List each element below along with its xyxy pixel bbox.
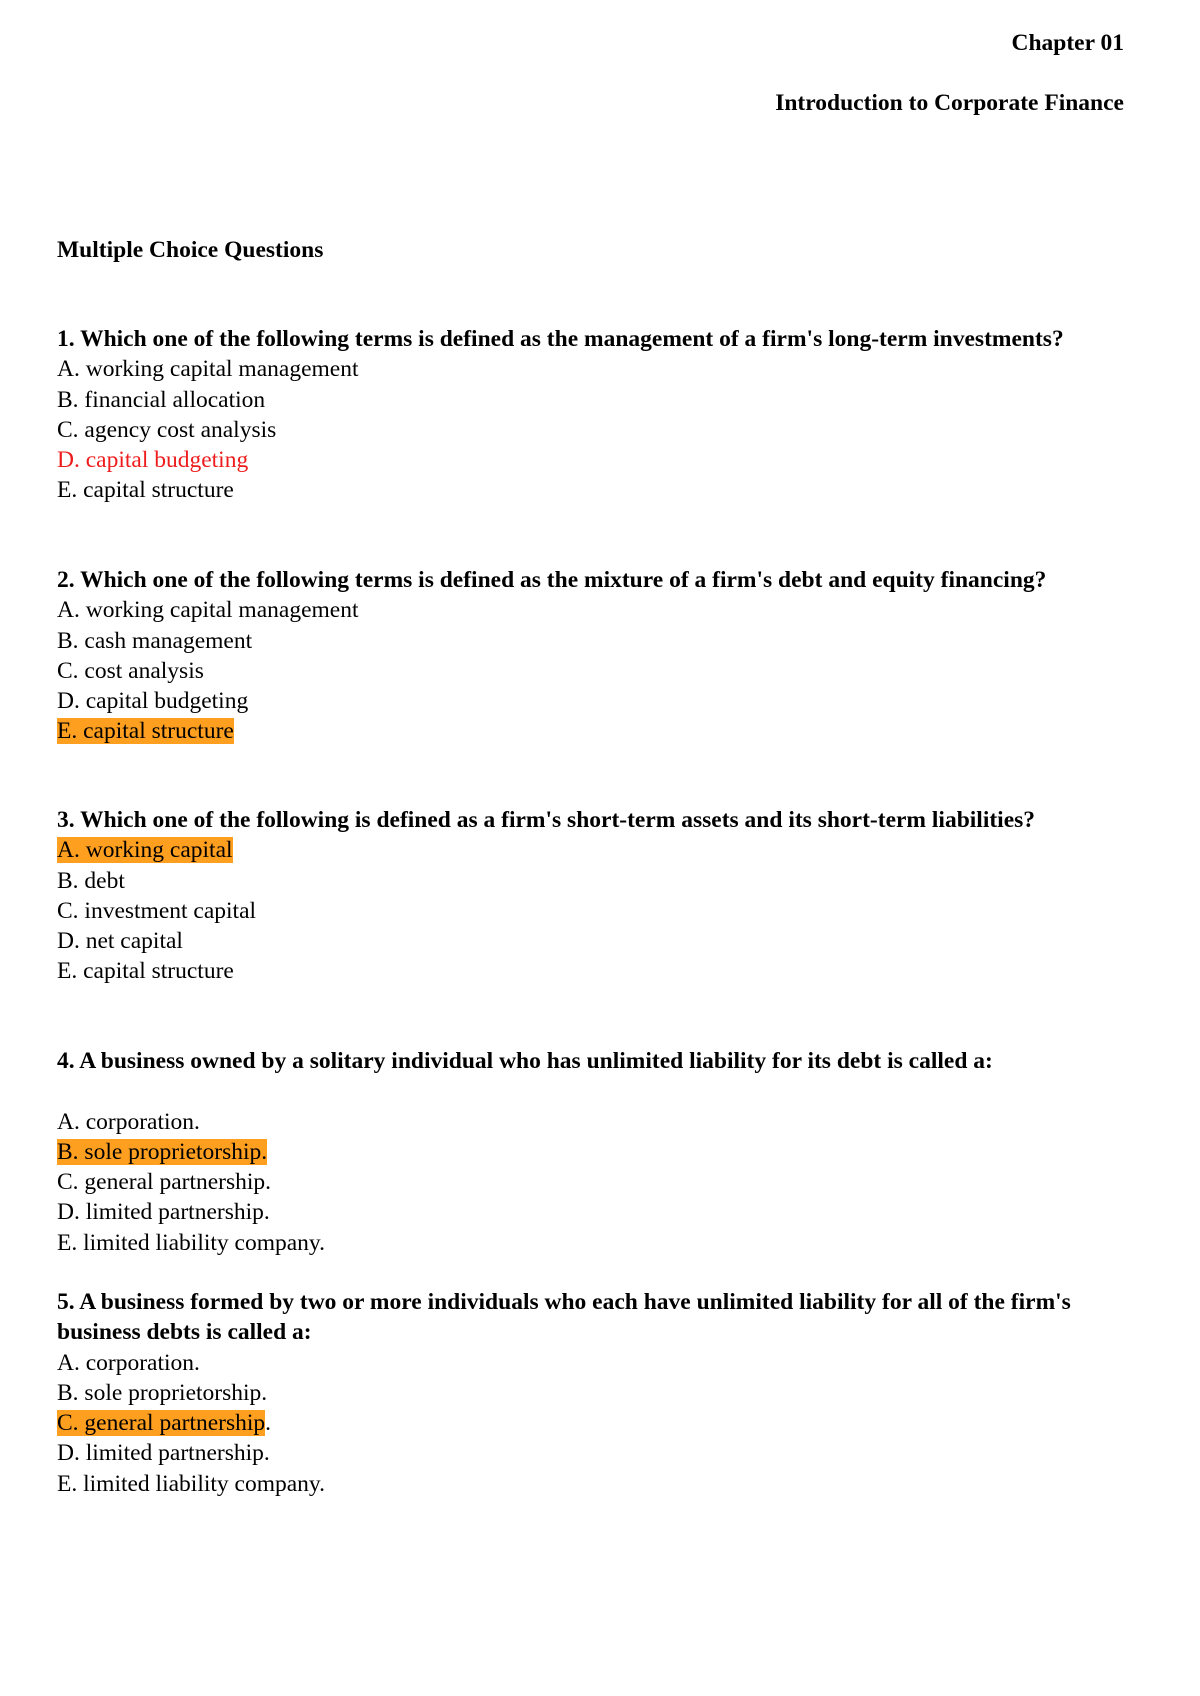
option-c: C. general partnership. (57, 1169, 272, 1196)
option-e: E. limited liability company. (57, 1229, 326, 1256)
option-a-correct-answer: A. working capital (57, 837, 233, 864)
option-c: C. agency cost analysis (57, 416, 277, 443)
option-b: B. cash management (57, 627, 253, 654)
option-c-correct-answer: C. general partnership. (57, 1410, 272, 1437)
option-d: D. capital budgeting (57, 688, 249, 715)
option-d: D. limited partnership. (57, 1440, 270, 1467)
question-text: 2. Which one of the following terms is defined as the mixture of a firm's debt and equity financing? (57, 567, 1047, 593)
question-text: 5. A business formed by two or more individuals who each have unlimited liability for all of the firm's business debts is called a: (57, 1289, 1071, 1346)
option-a: A. working capital management (57, 356, 359, 383)
option-e-correct-answer: E. capital structure (57, 718, 234, 745)
page-header (775, 28, 1124, 118)
question-text: 3. Which one of the following is defined as a firm's short-term assets and its short-term liabilities? (57, 807, 1036, 833)
option-a: A. corporation. (57, 1108, 200, 1135)
chapter-subject: Introduction to Corporate Finance (775, 90, 1124, 116)
option-e: E. capital structure (57, 958, 234, 985)
option-d-correct-answer: D. capital budgeting (57, 447, 249, 474)
chapter-label: Chapter 01 (1011, 30, 1124, 56)
section-title: Multiple Choice Questions (57, 237, 324, 263)
question-3 (57, 805, 1137, 987)
question-text: 4. A business owned by a solitary individual who has unlimited liability for its debt is called a: (57, 1048, 993, 1074)
option-a: A. working capital management (57, 597, 359, 624)
option-e: E. limited liability company. (57, 1470, 326, 1497)
option-b: B. sole proprietorship. (57, 1379, 268, 1406)
option-c: C. investment capital (57, 897, 257, 924)
option-a: A. corporation. (57, 1349, 200, 1376)
question-2 (57, 565, 1137, 747)
option-b: B. debt (57, 867, 125, 894)
option-b-correct-answer: B. sole proprietorship. (57, 1138, 268, 1165)
question-text: 1. Which one of the following terms is defined as the management of a firm's long-term investments? (57, 326, 1064, 352)
question-4 (57, 1046, 1137, 1258)
option-d: D. net capital (57, 928, 183, 955)
question-5 (57, 1287, 1137, 1499)
option-c: C. cost analysis (57, 657, 204, 684)
option-d: D. limited partnership. (57, 1199, 270, 1226)
question-1 (57, 324, 1137, 506)
option-e: E. capital structure (57, 477, 234, 504)
option-b: B. financial allocation (57, 386, 266, 413)
